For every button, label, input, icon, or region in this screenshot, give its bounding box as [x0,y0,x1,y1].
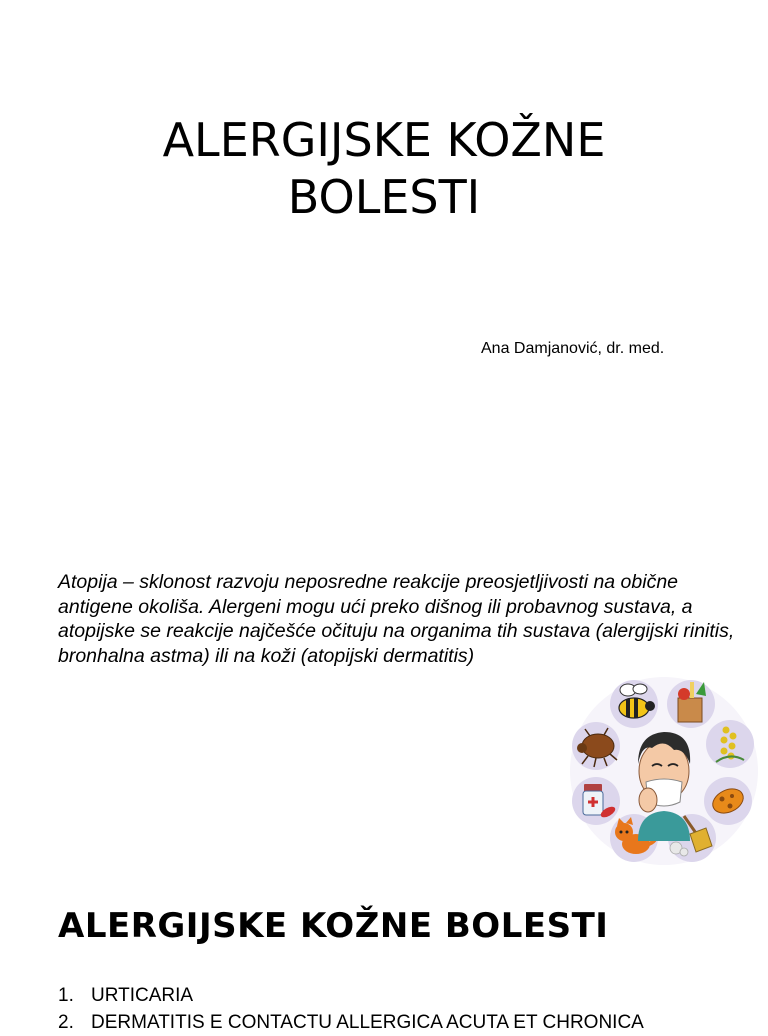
list-item-number: 1. [58,985,74,1006]
medicine-pills-icon [572,777,620,825]
bee-icon [610,680,658,728]
slide-title [0,112,768,226]
list-item [58,1009,644,1036]
list-item-label: DERMATITIS E CONTACTU ALLERGICA ACUTA ET CHRONICA [91,1012,644,1033]
section-title: ALERGIJSKE KOŽNE BOLESTI [58,906,609,946]
disease-list [58,982,644,1036]
list-item [58,982,644,1009]
list-item-label: URTICARIA [91,985,194,1006]
author-name: Ana Damjanović, dr. med. [481,340,665,357]
slide-title-line-1: ALERGIJSKE KOŽNE [162,113,606,167]
dust-mite-icon [572,722,620,770]
list-item-number: 2. [58,1012,74,1033]
bacteria-icon [704,777,752,825]
pollen-flower-icon [706,720,754,768]
food-bag-icon [667,680,715,728]
slide-title-line-2: BOLESTI [287,170,481,224]
allergens-illustration [566,676,762,866]
atopy-definition: Atopija – sklonost razvoju neposredne reakcije preosjetljivosti na obične antigene okoliša. Alergeni mogu ući preko dišnog ili probavnog sustava, a atopijske se reakcije najčešće očituju na organima tih sustava (alergijski rinitis, bronhalna astma) ili na koži (atopijski dermatitis) [58,571,735,667]
